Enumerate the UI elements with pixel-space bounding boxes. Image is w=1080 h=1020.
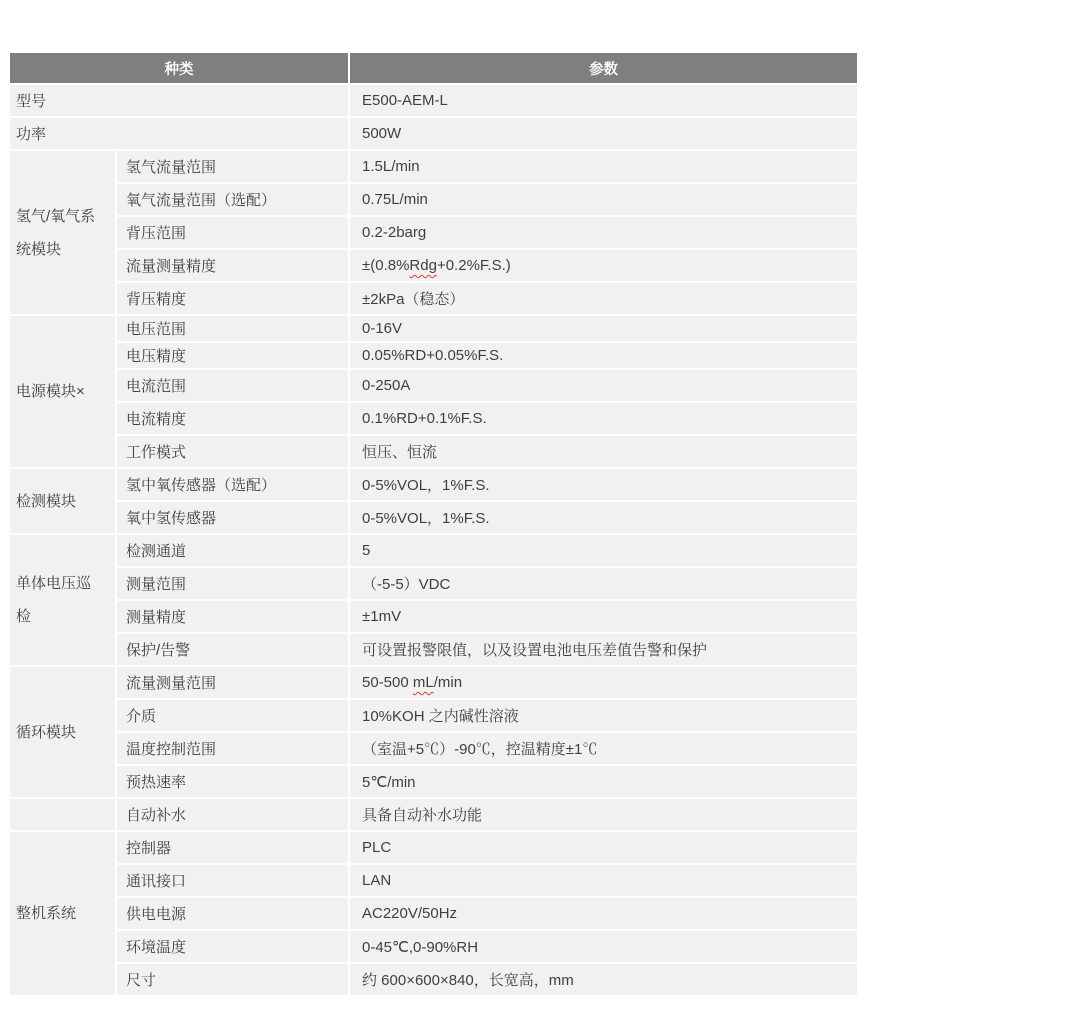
spec-table: [8, 51, 859, 997]
param-value: 0-250A: [349, 369, 858, 402]
spellcheck-underline: mL: [412, 674, 434, 691]
param-label: 自动补水: [116, 798, 349, 831]
param-label: 尺寸: [116, 963, 349, 996]
param-value: LAN: [349, 864, 858, 897]
header-category: 种类: [9, 52, 349, 84]
param-value: 1.5L/min: [349, 150, 858, 183]
param-value: 0.2-2barg: [349, 216, 858, 249]
table-row: [9, 402, 858, 435]
param-value: PLC: [349, 831, 858, 864]
param-value: 0-5%VOL，1%F.S.: [349, 468, 858, 501]
param-value: 0-16V: [349, 315, 858, 342]
param-label: 电流范围: [116, 369, 349, 402]
table-row: [9, 282, 858, 315]
param-label: 电压范围: [116, 315, 349, 342]
table-row: [9, 534, 858, 567]
param-value: 5: [349, 534, 858, 567]
table-row: [9, 963, 858, 996]
param-label: 背压精度: [116, 282, 349, 315]
table-row: [9, 435, 858, 468]
table-row: [9, 84, 858, 117]
table-row: [9, 501, 858, 534]
table-row: [9, 249, 858, 282]
param-label: 供电电源: [116, 897, 349, 930]
param-label: 工作模式: [116, 435, 349, 468]
param-label: 氢中氧传感器（选配）: [116, 468, 349, 501]
param-label: 检测通道: [116, 534, 349, 567]
table-row: [9, 798, 858, 831]
param-label: 通讯接口: [116, 864, 349, 897]
table-row: [9, 831, 858, 864]
param-value: 0.75L/min: [349, 183, 858, 216]
table-row: [9, 930, 858, 963]
param-value: 0.1%RD+0.1%F.S.: [349, 402, 858, 435]
group-label: 整机系统: [9, 831, 116, 996]
param-label: 背压范围: [116, 216, 349, 249]
param-value: 50-500 mL/min: [349, 666, 858, 699]
table-row: [9, 342, 858, 369]
table-row: [9, 369, 858, 402]
group-label: 循环模块: [9, 666, 116, 798]
param-value: ±2kPa（稳态）: [349, 282, 858, 315]
param-value: （-5-5）VDC: [349, 567, 858, 600]
group-label: 氢气/氧气系统模块: [9, 150, 116, 315]
param-value: 500W: [349, 117, 858, 150]
table-row: [9, 315, 858, 342]
param-value: ±(0.8%Rdg+0.2%F.S.): [349, 249, 858, 282]
param-label: 环境温度: [116, 930, 349, 963]
spellcheck-underline: Rdg: [409, 257, 437, 274]
param-value: ±1mV: [349, 600, 858, 633]
table-row: [9, 468, 858, 501]
param-label: 控制器: [116, 831, 349, 864]
header-parameter: 参数: [349, 52, 858, 84]
row-label: 功率: [9, 117, 349, 150]
group-label: 电源模块×: [9, 315, 116, 468]
param-value: 5℃/min: [349, 765, 858, 798]
group-label: [9, 798, 116, 831]
param-label: 氧气流量范围（选配）: [116, 183, 349, 216]
header-row: [9, 52, 858, 84]
param-label: 测量精度: [116, 600, 349, 633]
table-row: [9, 699, 858, 732]
param-label: 电压精度: [116, 342, 349, 369]
param-value: 0-5%VOL，1%F.S.: [349, 501, 858, 534]
table-row: [9, 732, 858, 765]
param-value: 10%KOH 之内碱性溶液: [349, 699, 858, 732]
param-label: 保护/告警: [116, 633, 349, 666]
table-row: [9, 567, 858, 600]
param-value: （室温+5℃）-90℃，控温精度±1℃: [349, 732, 858, 765]
param-value: 0.05%RD+0.05%F.S.: [349, 342, 858, 369]
table-row: [9, 183, 858, 216]
table-row: [9, 600, 858, 633]
param-value: 约 600×600×840，长宽高，mm: [349, 963, 858, 996]
param-label: 测量范围: [116, 567, 349, 600]
table-row: [9, 150, 858, 183]
table-row: [9, 666, 858, 699]
param-value: AC220V/50Hz: [349, 897, 858, 930]
param-label: 介质: [116, 699, 349, 732]
group-label: 检测模块: [9, 468, 116, 534]
table-row: [9, 897, 858, 930]
param-value: 具备自动补水功能: [349, 798, 858, 831]
row-label: 型号: [9, 84, 349, 117]
table-row: [9, 117, 858, 150]
param-value: E500-AEM-L: [349, 84, 858, 117]
param-label: 电流精度: [116, 402, 349, 435]
param-label: 预热速率: [116, 765, 349, 798]
table-body: [9, 84, 858, 996]
group-label: 单体电压巡检: [9, 534, 116, 666]
param-label: 氢气流量范围: [116, 150, 349, 183]
param-value: 0-45℃,0-90%RH: [349, 930, 858, 963]
param-value: 可设置报警限值，以及设置电池电压差值告警和保护: [349, 633, 858, 666]
table-row: [9, 633, 858, 666]
table-row: [9, 864, 858, 897]
param-label: 流量测量范围: [116, 666, 349, 699]
table-row: [9, 765, 858, 798]
table-row: [9, 216, 858, 249]
param-value: 恒压、恒流: [349, 435, 858, 468]
param-label: 流量测量精度: [116, 249, 349, 282]
param-label: 温度控制范围: [116, 732, 349, 765]
param-label: 氧中氢传感器: [116, 501, 349, 534]
